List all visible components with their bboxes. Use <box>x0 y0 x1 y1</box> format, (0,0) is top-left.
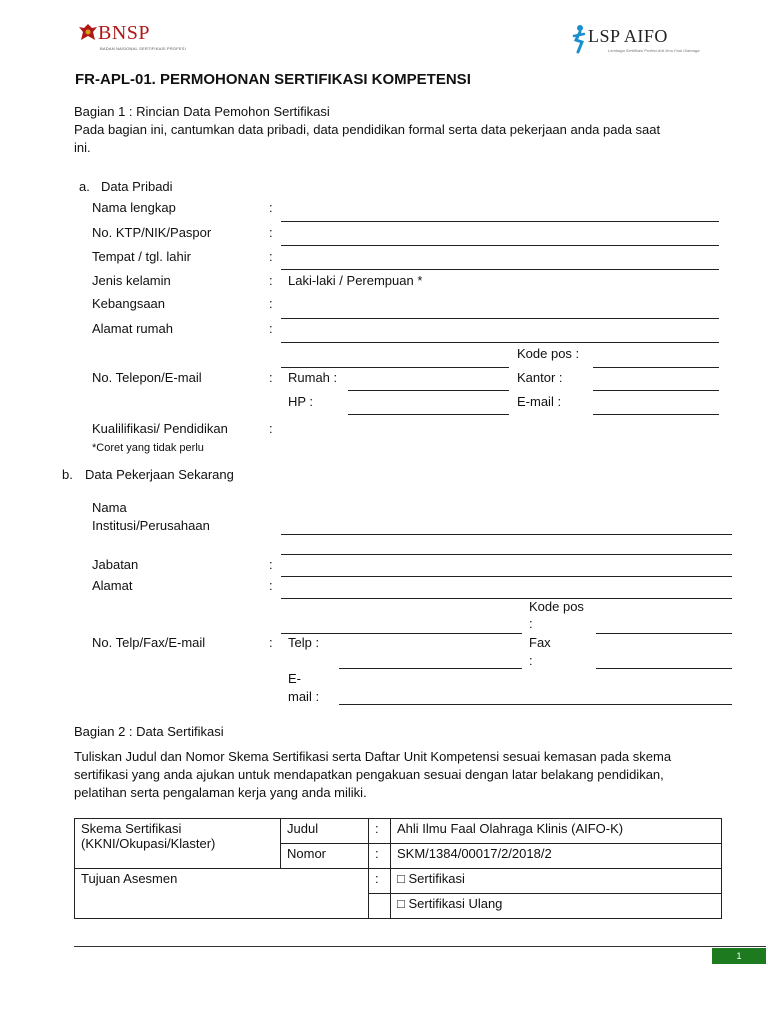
section-b-heading: Data Pekerjaan Sekarang <box>85 467 234 482</box>
table-row <box>75 869 722 894</box>
bnsp-subtitle: BADAN NASIONAL SERTIFIKASI PROFESI <box>100 46 186 51</box>
label-kode-pos: Kode pos : <box>517 346 580 361</box>
checkbox-icon[interactable]: □ <box>397 871 405 886</box>
skema-label-1: Skema Sertifikasi <box>81 821 182 836</box>
input-kebangsaan[interactable] <box>281 318 719 319</box>
bnsp-name: BNSP <box>98 22 151 44</box>
tujuan-label: Tujuan Asesmen <box>75 869 369 919</box>
input-kode-pos[interactable] <box>593 367 719 368</box>
jenis-kelamin-options[interactable]: Laki-laki / Perempuan * <box>288 273 423 288</box>
bagian2-line2: sertifikasi yang anda ajukan untuk mendapatkan pengakuan sesuai dengan latar belakang pendidikan, <box>74 767 664 782</box>
colon: : <box>269 296 273 311</box>
lsp-name: LSP AIFO <box>588 26 668 46</box>
label-nama: Nama lengkap <box>92 200 176 215</box>
colon: : <box>269 321 273 336</box>
bagian1-desc-line2: ini. <box>74 140 91 155</box>
lsp-aifo-logo <box>570 22 710 62</box>
judul-value: Ahli Ilmu Faal Olahraga Klinis (AIFO-K) <box>391 819 722 844</box>
colon: : <box>269 225 273 240</box>
section-a-letter: a. <box>79 179 90 194</box>
bagian1-heading: Bagian 1 : Rincian Data Pemohon Sertifikasi <box>74 104 330 119</box>
label-ktp: No. KTP/NIK/Paspor <box>92 225 212 240</box>
label-hp: HP : <box>288 394 314 409</box>
label-alamat: Alamat rumah <box>92 321 173 336</box>
bagian2-heading: Bagian 2 : Data Sertifikasi <box>74 724 224 739</box>
footer-line <box>74 946 766 947</box>
form-title: FR-APL-01. PERMOHONAN SERTIFIKASI KOMPETENSI <box>75 71 471 88</box>
colon: : <box>369 844 391 869</box>
input-alamat[interactable] <box>281 342 719 343</box>
lsp-tagline: Lembaga Sertifikasi Profesi Ahli Ilmu Faal Olahraga <box>608 48 700 53</box>
label-email: E-mail : <box>517 394 562 409</box>
input-alamat-kantor[interactable] <box>281 598 732 599</box>
label-fax-1: Fax <box>529 635 551 650</box>
colon: : <box>269 273 273 288</box>
input-kode-pos-kantor[interactable] <box>596 633 732 634</box>
label-email-kantor-2: mail : <box>288 689 320 704</box>
input-rumah[interactable] <box>348 390 509 391</box>
nomor-value: SKM/1384/00017/2/2018/2 <box>391 844 722 869</box>
input-institusi[interactable] <box>281 534 732 535</box>
bagian1-desc-line1: Pada bagian ini, cantumkan data pribadi, data pendidikan formal serta data pekerjaan anda pada saat <box>74 122 661 137</box>
option-sertifikasi[interactable] <box>391 869 722 894</box>
input-jabatan[interactable] <box>281 576 732 577</box>
footnote: *Coret yang tidak perlu <box>92 442 204 454</box>
colon: : <box>269 370 273 385</box>
label-alamat-kantor: Alamat <box>92 578 133 593</box>
checkbox-icon[interactable]: □ <box>397 896 405 911</box>
label-fax-2: : <box>529 653 533 668</box>
garuda-icon <box>78 22 98 46</box>
colon: : <box>269 200 273 215</box>
input-institusi-line2[interactable] <box>281 554 732 555</box>
judul-label: Judul <box>281 819 369 844</box>
input-alamat-line2[interactable] <box>281 367 509 368</box>
label-kantor: Kantor : <box>517 370 563 385</box>
label-email-kantor-1: E- <box>288 671 301 686</box>
label-jabatan: Jabatan <box>92 557 139 572</box>
input-fax[interactable] <box>596 668 732 669</box>
label-kebangsaan: Kebangsaan <box>92 296 166 311</box>
bagian2-line1: Tuliskan Judul dan Nomor Skema Sertifikasi serta Daftar Unit Kompetensi sesuai kemasan pada skema <box>74 749 672 764</box>
label-kualifikasi: Kualilifikasi/ Pendidikan <box>92 421 228 436</box>
label-jenis-kelamin: Jenis kelamin <box>92 273 171 288</box>
input-hp[interactable] <box>348 414 509 415</box>
label-telp-fax-email: No. Telp/Fax/E-mail <box>92 635 206 650</box>
input-alamat-kantor-line2[interactable] <box>281 633 522 634</box>
bnsp-logo <box>78 20 198 58</box>
section-a-heading: Data Pribadi <box>101 179 173 194</box>
input-email[interactable] <box>593 414 719 415</box>
option-sertifikasi-ulang-label: Sertifikasi Ulang <box>408 896 503 911</box>
colon: : <box>269 578 273 593</box>
page-number: 1 <box>712 948 766 964</box>
colon: : <box>269 635 273 650</box>
option-sertifikasi-ulang[interactable] <box>391 894 722 919</box>
colon: : <box>369 869 391 894</box>
label-kode-pos-kantor-1: Kode pos <box>529 599 584 614</box>
input-kantor[interactable] <box>593 390 719 391</box>
section-b-letter: b. <box>62 467 73 482</box>
input-ktp[interactable] <box>281 245 719 246</box>
table-row <box>75 819 722 844</box>
label-telp: Telp : <box>288 635 320 650</box>
label-nama-institusi-2: Institusi/Perusahaan <box>92 518 210 533</box>
label-telepon: No. Telepon/E-mail <box>92 370 202 385</box>
input-nama[interactable] <box>281 221 719 222</box>
label-ttl: Tempat / tgl. lahir <box>92 249 191 264</box>
colon: : <box>269 557 273 572</box>
input-ttl[interactable] <box>281 269 719 270</box>
option-sertifikasi-label: Sertifikasi <box>408 871 465 886</box>
skema-label-2: (KKNI/Okupasi/Klaster) <box>81 836 216 851</box>
skema-label-cell <box>75 819 281 869</box>
runner-icon <box>570 24 590 54</box>
label-nama-institusi-1: Nama <box>92 500 127 515</box>
colon: : <box>269 421 273 436</box>
input-email-kantor[interactable] <box>339 704 732 705</box>
bagian2-line3: pelatihan serta pengalaman kerja yang anda miliki. <box>74 785 367 800</box>
input-telp[interactable] <box>339 668 522 669</box>
skema-table <box>74 818 722 919</box>
nomor-label: Nomor <box>281 844 369 869</box>
label-rumah: Rumah : <box>288 370 338 385</box>
colon: : <box>269 249 273 264</box>
label-kode-pos-kantor-2: : <box>529 616 533 631</box>
colon: : <box>369 819 391 844</box>
empty-cell <box>369 894 391 919</box>
